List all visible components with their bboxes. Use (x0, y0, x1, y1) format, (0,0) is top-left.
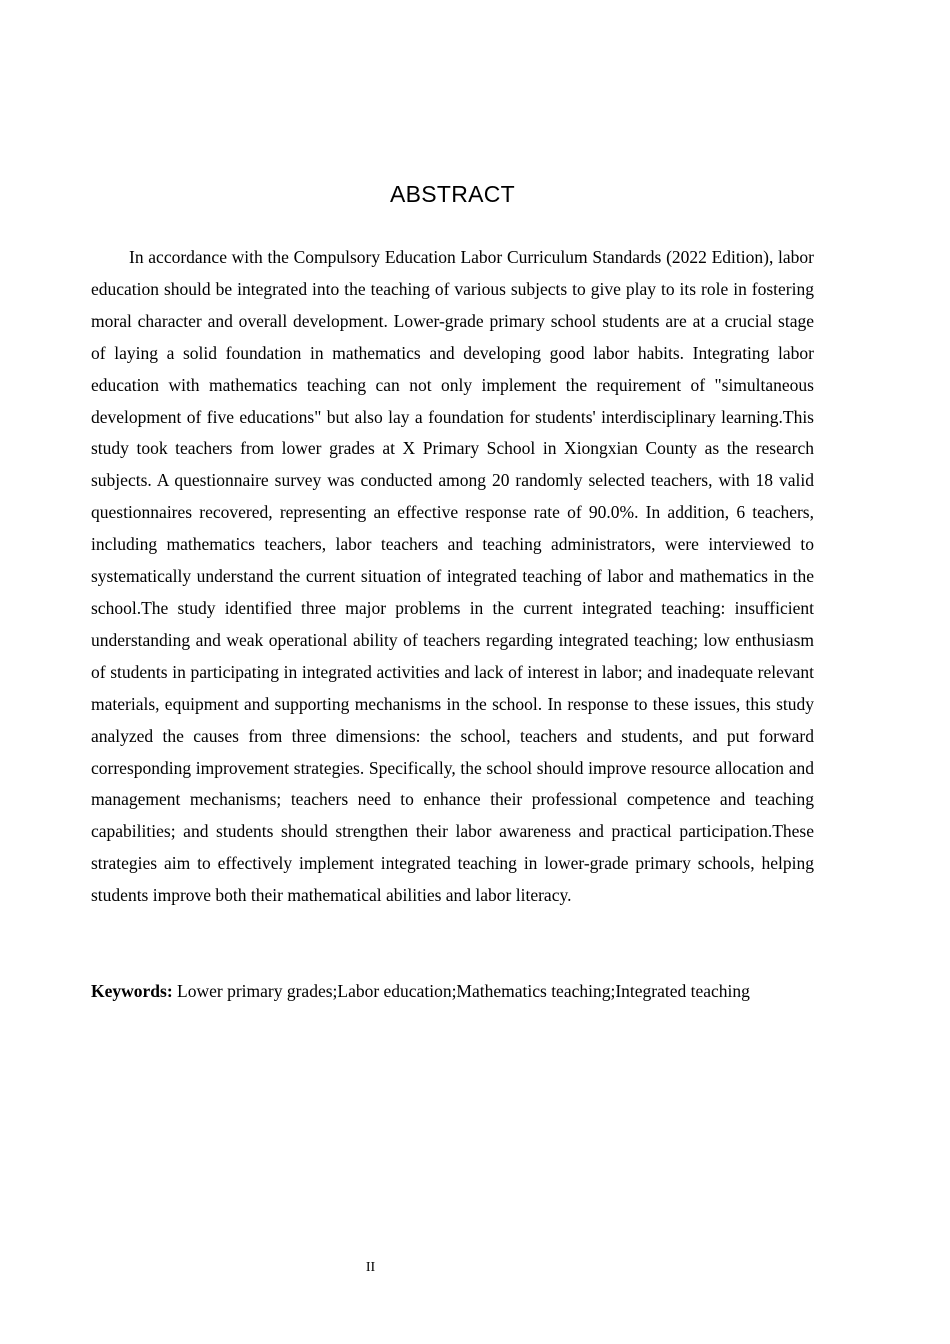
page-title: ABSTRACT (389, 181, 516, 207)
keywords-label: Keywords: (91, 981, 173, 1001)
keywords-line (91, 976, 814, 1008)
abstract-paragraph: In accordance with the Compulsory Education Labor Curriculum Standards (2022 Edition), labor education should be integrated into the teaching of various subjects to give play to its role in fostering moral character and overall development. Lower-grade primary school students are at a crucial stage of laying a solid foundation in mathematics and developing good labor habits. Integrating labor education with mathematics teaching can not only implement the requirement of "simultaneous development of five educations" but also lay a foundation for students' interdisciplinary learning.This study took teachers from lower grades at X Primary School in Xiongxian County as the research subjects. A questionnaire survey was conducted among 20 randomly selected teachers, with 18 valid questionnaires recovered, representing an effective response rate of 90.0%. In addition, 6 teachers, including mathematics teachers, labor teachers and teaching administrators, were interviewed to systematically understand the current situation of integrated teaching of labor and mathematics in the school.The study identified three major problems in the current integrated teaching: insufficient understanding and weak operational ability of teachers regarding integrated teaching; low enthusiasm of students in participating in integrated activities and lack of interest in labor; and inadequate relevant materials, equipment and supporting mechanisms in the school. In response to these issues, this study analyzed the causes from three dimensions: the school, teachers and students, and put forward corresponding improvement strategies. Specifically, the school should improve resource allocation and management mechanisms; teachers need to enhance their professional competence and teaching capabilities; and students should strengthen their labor awareness and practical participation.These strategies aim to effectively implement integrated teaching in lower-grade primary schools, helping students improve both their mathematical abilities and labor literacy. (91, 247, 814, 906)
keywords-text: Lower primary grades;Labor education;Mathematics teaching;Integrated teaching (177, 981, 750, 1001)
page-number: II (365, 1260, 376, 1275)
